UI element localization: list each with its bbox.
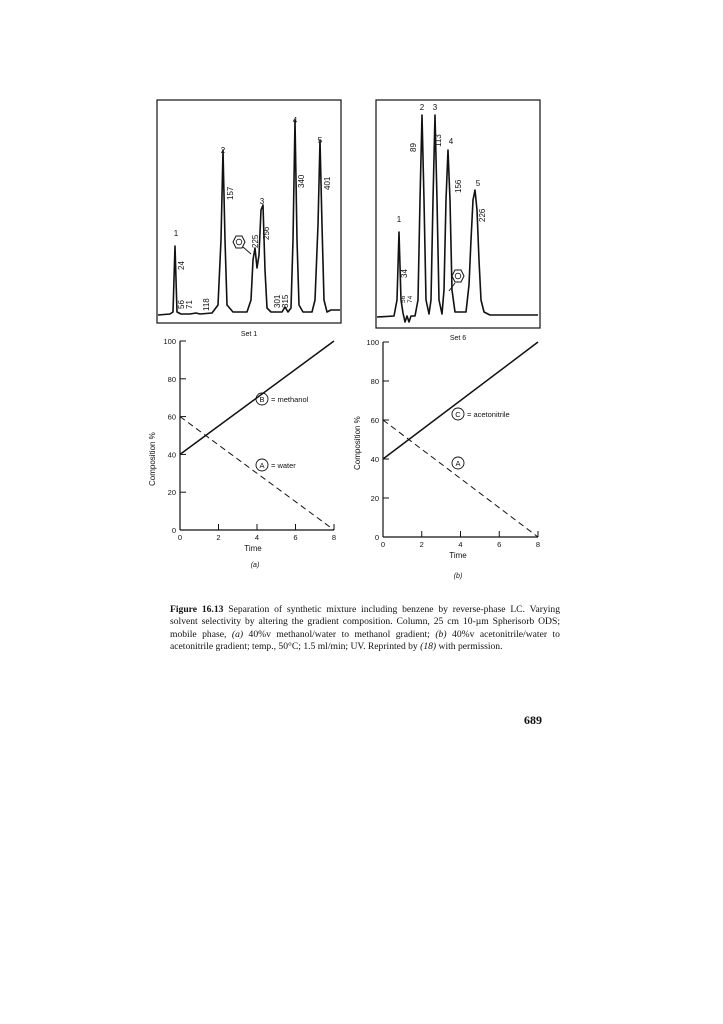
caption-text: 40%v methanol/water to methanol gradient; (243, 628, 436, 640)
caption-text: 40%v acetonitrile/water to acetonitrile gradient; temp., 50°C; 1.5 ml/min; UV. Reprinted by (170, 628, 560, 653)
y-axis-label: Composition % (353, 416, 362, 470)
retention-label: 71 (185, 300, 194, 309)
legend-text: = methanol (271, 395, 309, 404)
legend-item-methanol (256, 393, 309, 405)
peak-number: 4 (448, 137, 454, 146)
retention-label: 118 (202, 298, 211, 311)
legend-item-acetonitrile (452, 408, 510, 420)
chromatogram-set-1 (157, 100, 341, 338)
chromatogram-trace (158, 120, 340, 315)
x-tick-label: 0 (380, 540, 386, 549)
retention-label: 157 (226, 186, 235, 200)
y-tick-label: 80 (370, 377, 379, 386)
caption-text: Separation of synthetic mixture including benzene by reverse-phase LC. Varying solvent selectivity by altering the gradient composition. Column, 25 cm 10-µm Spherisorb ODS; mobile phase, (170, 604, 560, 640)
retention-label: 74 (407, 295, 414, 303)
water-line (180, 417, 334, 530)
x-tick-label: 8 (331, 533, 337, 542)
gradient-chart-b (353, 338, 540, 580)
set-label: Set 6 (449, 335, 467, 342)
retention-label: 56 (177, 300, 186, 309)
page-number: 689 (524, 713, 542, 727)
retention-label: 256 (262, 226, 271, 240)
caption-part-b: (b) (435, 628, 447, 640)
y-tick-label: 60 (167, 412, 176, 422)
legend-item-water (256, 459, 296, 471)
y-tick-label: 60 (370, 416, 379, 425)
chromatogram-frame (157, 100, 341, 323)
legend-text: = acetonitrile (467, 410, 510, 419)
legend-text: = water (271, 461, 296, 470)
peak-number: 4 (292, 116, 298, 125)
figure-caption (170, 604, 560, 654)
x-axis-label: Time (449, 551, 467, 560)
caption-text: with permission. (436, 641, 503, 653)
peak-number: 2 (419, 103, 425, 112)
caption-part-a: (a) (231, 628, 244, 640)
x-tick-label: 2 (216, 533, 221, 542)
legend-symbol: A (455, 459, 461, 468)
retention-label: 156 (454, 179, 463, 193)
retention-label: 113 (434, 134, 443, 147)
peak-number: 1 (396, 215, 402, 224)
x-tick-label: 0 (177, 533, 183, 542)
retention-label: 34 (400, 269, 409, 278)
legend-symbol: B (259, 395, 265, 404)
gradient-chart-a (148, 337, 336, 569)
y-tick-label: 80 (167, 374, 176, 384)
legend-item-water (452, 457, 464, 469)
retention-label: 401 (323, 176, 332, 190)
y-tick-label: 20 (167, 488, 176, 498)
set-label: Set 1 (240, 331, 258, 338)
x-tick-label: 2 (419, 540, 424, 549)
peak-number: 5 (317, 136, 323, 145)
retention-label: 301 (273, 294, 282, 308)
y-tick-label: 100 (163, 337, 176, 346)
peak-number: 3 (432, 103, 438, 112)
y-tick-label: 20 (370, 494, 379, 503)
x-tick-label: 6 (293, 533, 298, 542)
chromatogram-set-6 (376, 100, 540, 342)
y-tick-label: 0 (171, 526, 176, 535)
y-tick-label: 40 (167, 450, 176, 460)
peak-number: 3 (259, 197, 265, 206)
x-tick-label: 6 (497, 540, 502, 549)
retention-label: 225 (251, 234, 260, 248)
y-tick-label: 100 (366, 338, 379, 347)
water-line (383, 420, 538, 537)
x-axis-label: Time (244, 544, 262, 553)
x-tick-label: 4 (458, 540, 463, 549)
retention-label: 226 (478, 208, 487, 222)
panel-label: (b) (453, 573, 463, 580)
legend-symbol: C (455, 410, 461, 419)
legend-symbol: A (259, 461, 265, 470)
caption-label: Figure 16.13 (170, 604, 224, 615)
peak-number: 1 (173, 229, 179, 238)
y-tick-label: 0 (374, 533, 379, 542)
caption-reference: (18) (420, 641, 437, 653)
acetonitrile-line (383, 342, 538, 459)
methanol-line (180, 341, 334, 454)
retention-label: 24 (177, 261, 186, 270)
peak-number: 2 (220, 146, 226, 155)
retention-label: 340 (297, 174, 306, 188)
benzene-icon (233, 236, 251, 254)
panel-label: (a) (250, 562, 260, 569)
x-tick-label: 4 (254, 533, 260, 542)
retention-label: 315 (281, 294, 290, 308)
retention-label: 56 (400, 295, 407, 303)
x-tick-label: 8 (535, 540, 541, 549)
y-tick-label: 40 (370, 455, 379, 464)
y-axis-label: Composition % (148, 432, 157, 486)
retention-label: 89 (409, 143, 418, 152)
peak-number: 5 (475, 179, 481, 188)
